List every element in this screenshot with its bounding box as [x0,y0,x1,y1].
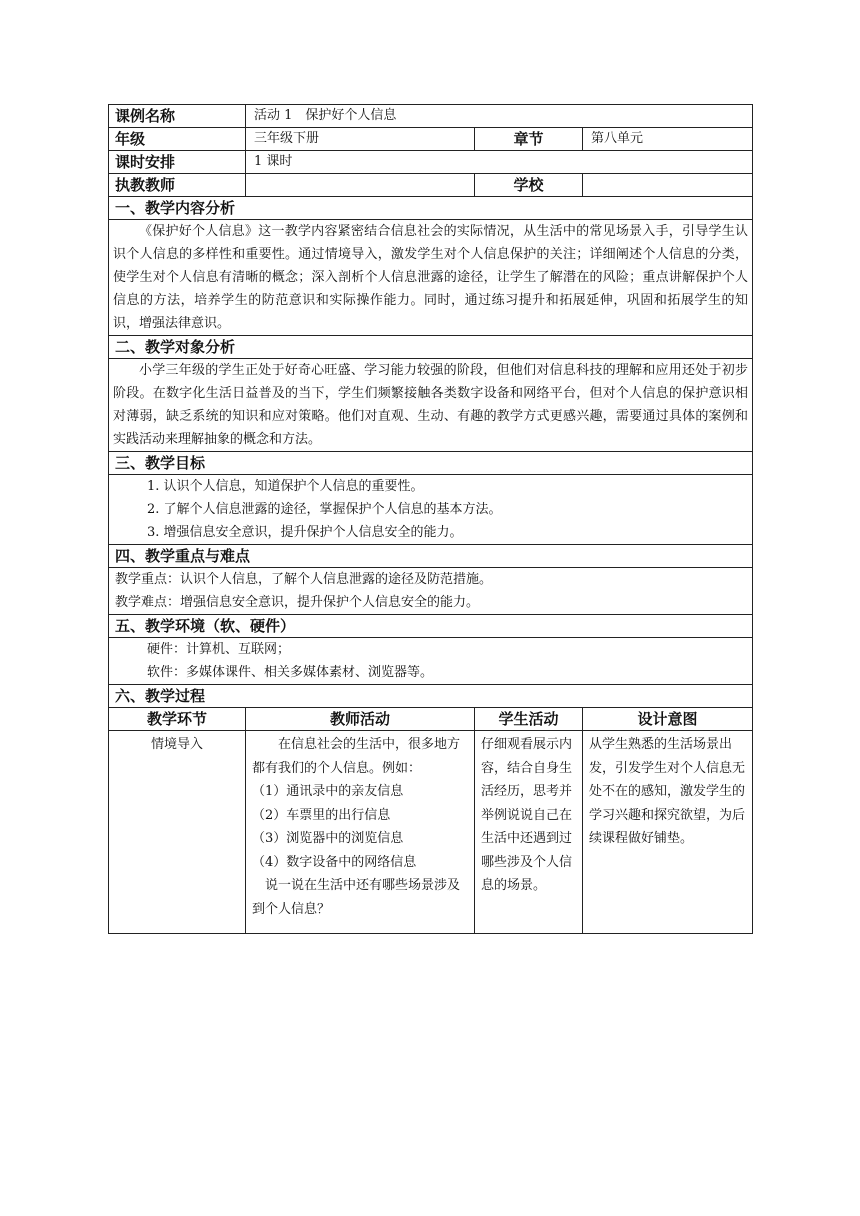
environment-body-row [109,638,753,685]
process-header-teacher: 教师活动 [246,708,475,731]
objective-item: 2. 了解个人信息泄露的途径，掌握保护个人信息的基本方法。 [147,502,502,517]
lesson-plan-table [108,104,753,934]
grade-row [109,128,753,151]
student-analysis-body-row [109,359,753,452]
process-student-activity: 仔细观看展示内容，结合自身生活经历，思考并举例说说自己在生活中还遇到过哪些涉及个人信息的场景。 [475,731,583,934]
objective-item: 3. 增强信息安全意识，提升保护个人信息安全的能力。 [147,525,463,540]
course-name-label: 课例名称 [109,105,246,128]
process-title: 六、教学过程 [109,685,753,708]
environment-body [109,638,753,685]
objectives-body-row [109,475,753,545]
key-points-body [109,568,753,615]
hours-label: 课时安排 [109,151,246,174]
key-points-body-row [109,568,753,615]
chapter-value: 第八单元 [583,128,753,151]
process-stage: 情境导入 [109,731,246,934]
teacher-item: （2）车票里的出行信息 [252,807,391,823]
content-analysis-body-row [109,220,753,336]
objectives-list [109,475,753,545]
school-value [583,174,753,197]
course-name-value: 活动 1 保护好个人信息 [246,105,753,128]
hours-row [109,151,753,174]
process-header-intent: 设计意图 [583,708,753,731]
teacher-question: 说一说在生活中还有哪些场景涉及到个人信息？ [252,878,461,917]
student-analysis-text: 小学三年级的学生正处于好奇心旺盛、学习能力较强的阶段，但他们对信息科技的理解和应用还处于初步阶段。在数字化生活日益普及的当下，学生们频繁接触各类数字设备和网络平台，但对个人信息的保护意识相对薄弱，缺乏系统的知识和应对策略。他们对直观、生动、有趣的教学方式更感兴趣，需要通过具体的案例和实践活动来理解抽象的概念和方法。 [109,359,753,452]
process-teacher-activity [246,731,475,934]
student-analysis-title-row [109,336,753,359]
process-design-intent: 从学生熟悉的生活场景出发，引发学生对个人信息无处不在的感知，激发学生的学习兴趣和探究欲望，为后续课程做好铺垫。 [583,731,753,934]
environment-title: 五、教学环境（软、硬件） [109,615,753,638]
process-title-row [109,685,753,708]
teacher-item: （3）浏览器中的浏览信息 [252,831,404,846]
process-header-student: 学生活动 [475,708,583,731]
teaching-difficulty: 教学难点：增强信息安全意识，提升保护个人信息安全的能力。 [115,595,480,610]
teacher-value [246,174,475,197]
objectives-title-row [109,452,753,475]
hours-value: 1 课时 [246,151,753,174]
process-header-stage: 教学环节 [109,708,246,731]
lesson-plan-document [108,104,752,934]
teacher-label: 执教教师 [109,174,246,197]
process-header-row [109,708,753,731]
student-analysis-title: 二、教学对象分析 [109,336,753,359]
teacher-item: （1）通讯录中的亲友信息 [252,784,404,799]
objective-item: 1. 认识个人信息，知道保护个人信息的重要性。 [147,479,424,494]
school-label: 学校 [475,174,583,197]
course-name-row [109,105,753,128]
key-points-title-row [109,545,753,568]
teacher-row [109,174,753,197]
content-analysis-title: 一、教学内容分析 [109,197,753,220]
grade-label: 年级 [109,128,246,151]
teaching-focus: 教学重点：认识个人信息，了解个人信息泄露的途径及防范措施。 [115,572,493,587]
teacher-item: （4）数字设备中的网络信息 [252,854,417,870]
chapter-label: 章节 [475,128,583,151]
content-analysis-text: 《保护好个人信息》这一教学内容紧密结合信息社会的实际情况，从生活中的常见场景入手，引导学生认识个人信息的多样性和重要性。通过情境导入，激发学生对个人信息保护的关注；详细阐述个人信息的分类，使学生对个人信息有清晰的概念；深入剖析个人信息泄露的途径，让学生了解潜在的风险；重点讲解保护个人信息的方法，培养学生的防范意识和实际操作能力。同时，通过练习提升和拓展延伸，巩固和拓展学生的知识，增强法律意识。 [109,220,753,336]
process-row [109,731,753,934]
hardware-line: 硬件：计算机、互联网； [147,642,291,657]
key-points-title: 四、教学重点与难点 [109,545,753,568]
grade-value: 三年级下册 [246,128,475,151]
software-line: 软件：多媒体课件、相关多媒体素材、浏览器等。 [147,665,434,680]
objectives-title: 三、教学目标 [109,452,753,475]
environment-title-row [109,615,753,638]
teacher-intro: 在信息社会的生活中，很多地方都有我们的个人信息。例如： [252,737,461,776]
content-analysis-title-row [109,197,753,220]
